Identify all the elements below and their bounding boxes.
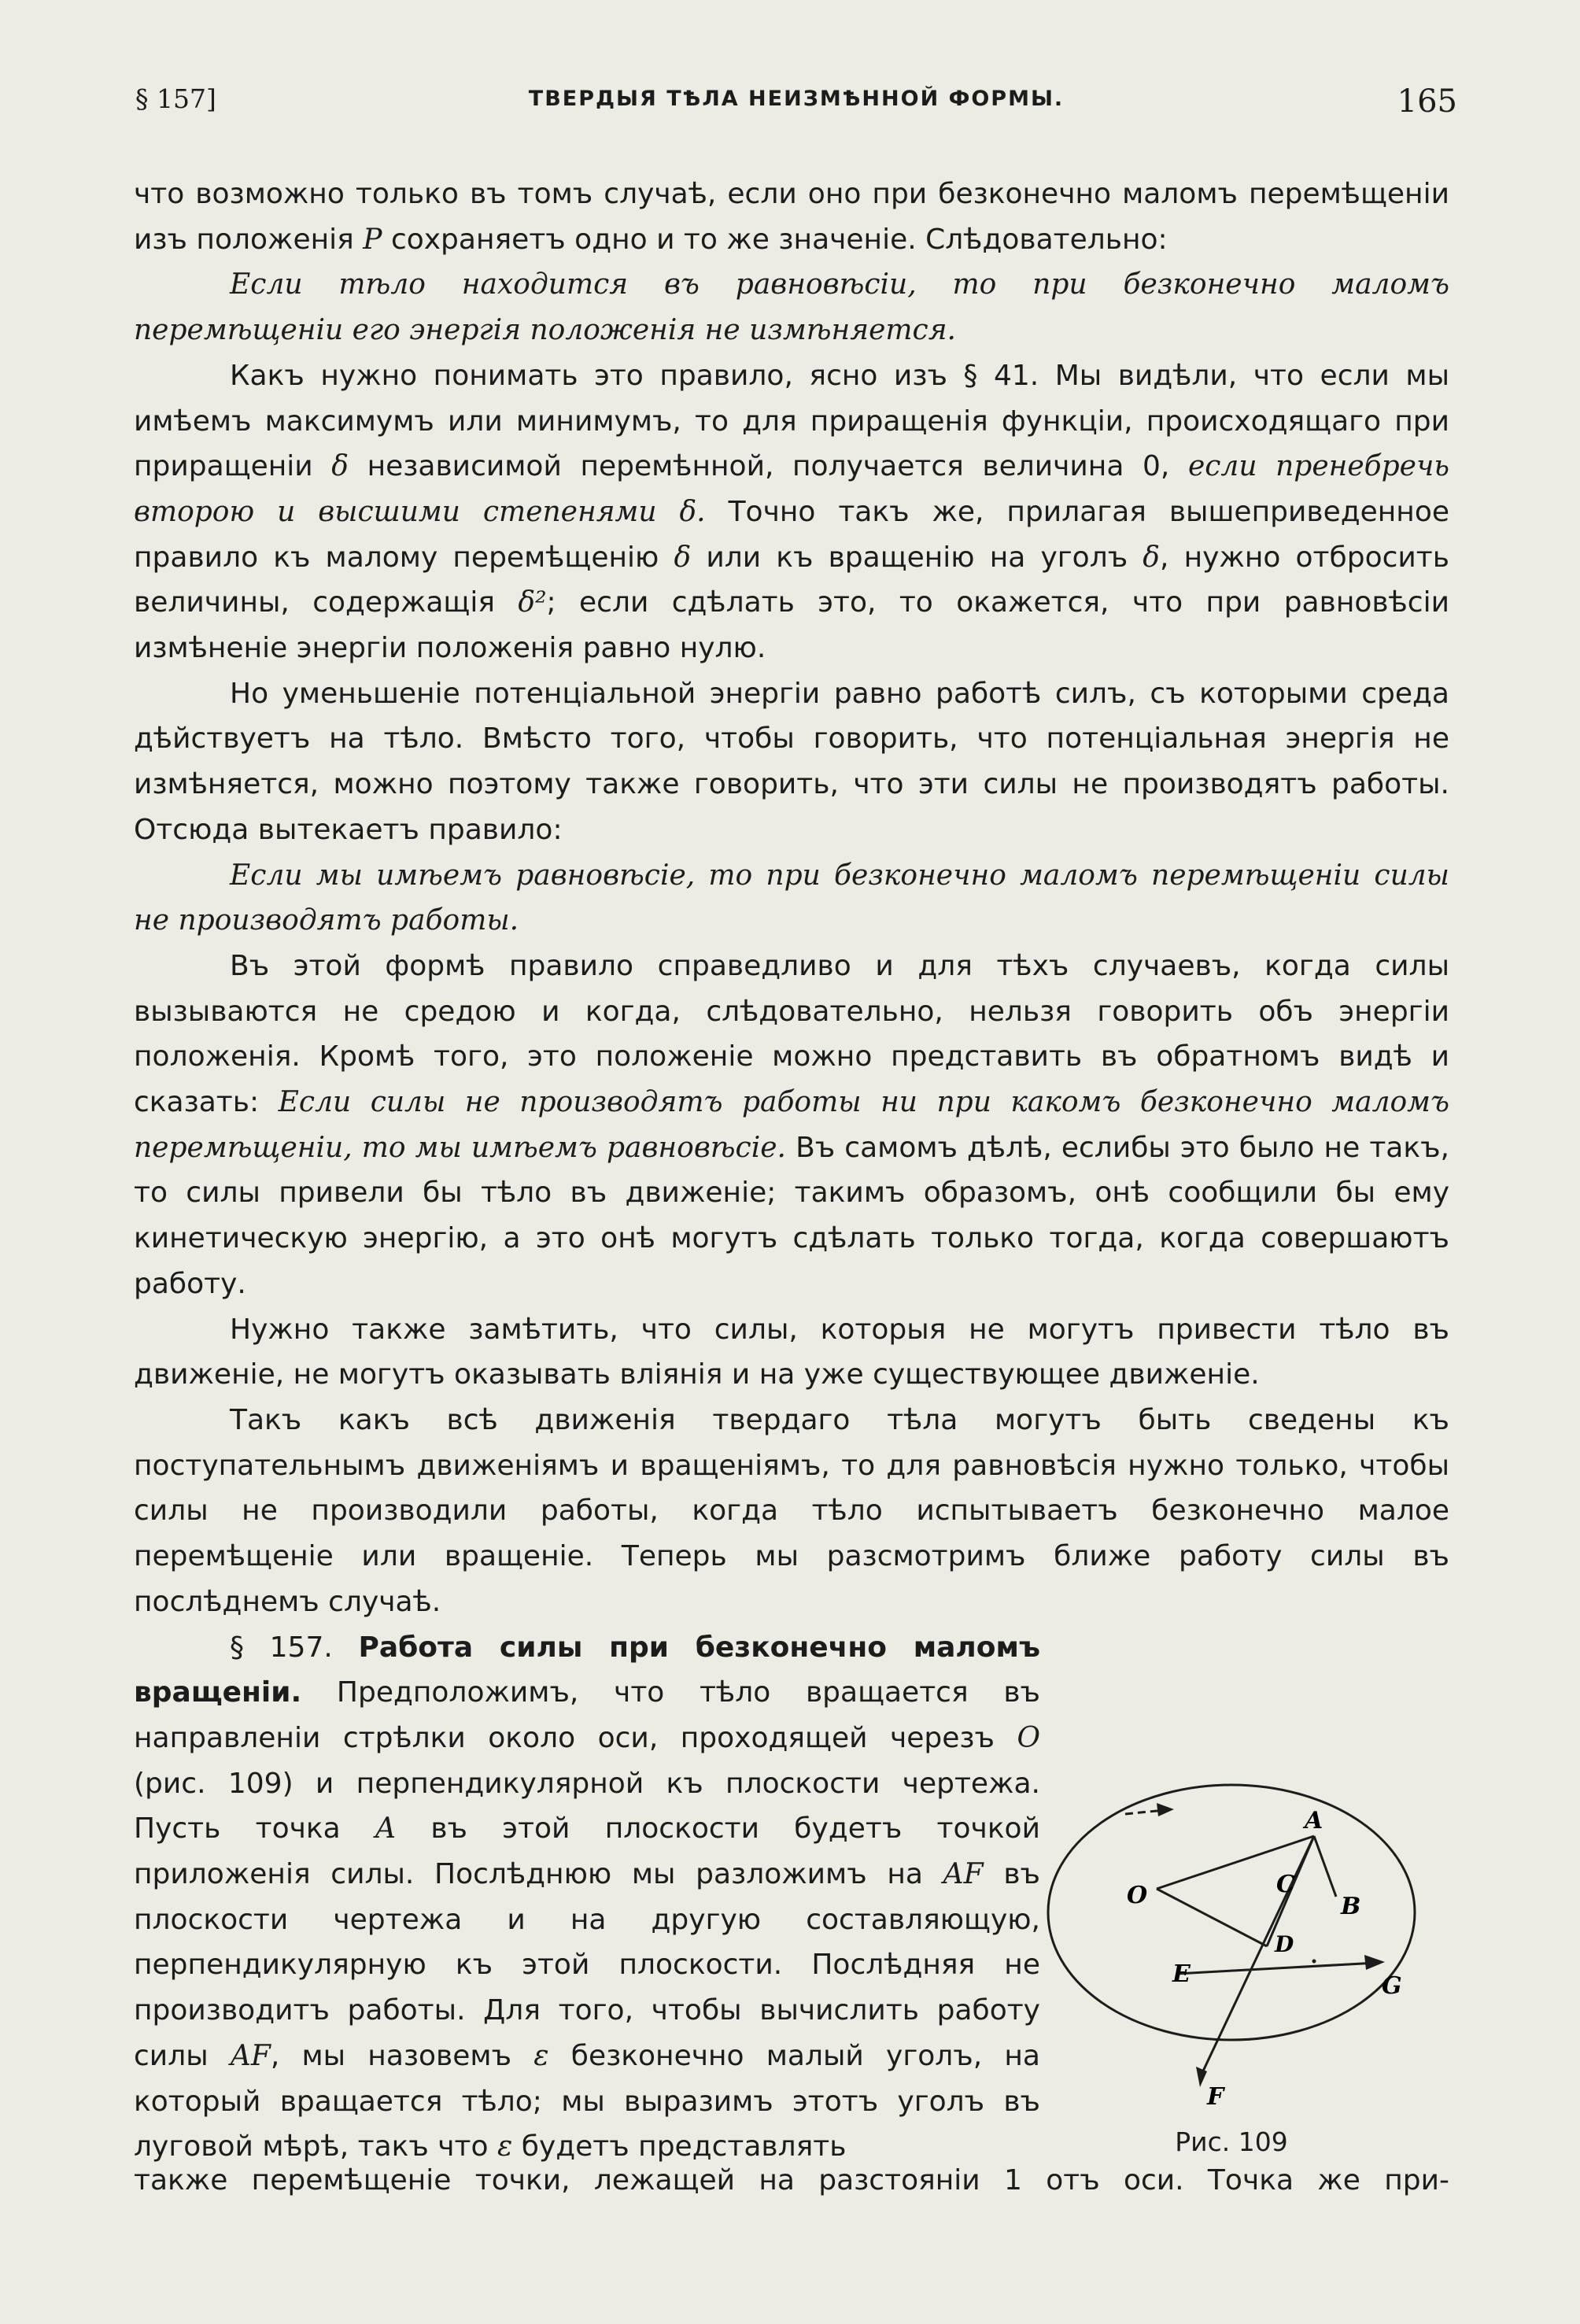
label-F: F <box>1207 2083 1224 2111</box>
figure-caption: Рис. 109 <box>1175 2126 1288 2157</box>
label-E: E <box>1172 1960 1191 1988</box>
paragraph-2: Какъ нужно понимать это правило, ясно изъ § 41. Мы видѣли, что если мы имѣемъ максимумъ или минимумъ, то для приращенія функціи, происходящаго при приращеніи δ независимой перемѣнной, получается величина 0, если пренебречь второю и высшими степенями δ. Точно такъ же, прилагая вышеприведенное правило къ малому перемѣщенію δ или къ вращенію на уголъ δ, нужно отбросить величины, содержащія δ²; если сдѣлать это, то окажется, что при равновѣсіи измѣненіе энергіи положенія равно нулю. <box>134 359 1450 665</box>
label-B: B <box>1341 1893 1361 1920</box>
running-title: ТВЕРДЫЯ ТѢЛА НЕИЗМѢННОЙ ФОРМЫ. <box>528 87 1065 111</box>
paragraph-4: Въ этой формѣ правило справедливо и для тѣхъ случаевъ, когда силы вызываются не средою и когда, слѣдовательно, нельзя говорить объ энергіи положенія. Кромѣ того, это положеніе можно представить въ обратномъ видѣ и сказать: Если силы не производятъ работы ни при какомъ безконечно маломъ перемѣщеніи, то мы имѣемъ равновѣсіе. Въ самомъ дѣлѣ, еслибы это было не такъ, то силы привели бы тѣло въ движеніе; такимъ образомъ, онѣ сообщили бы ему кинетическую энергію, а это онѣ могутъ сдѣлать только тогда, когда совершаютъ работу. <box>134 949 1450 1300</box>
section-number: § 157. <box>230 1631 333 1664</box>
paragraph-5: Нужно также замѣтить, что силы, которыя не могутъ привести тѣло въ движеніе, не могутъ оказывать вліянія и на уже существующее движеніе. <box>134 1313 1449 1391</box>
label-G: G <box>1382 1972 1402 2000</box>
line-EG <box>1176 1963 1377 1974</box>
paragraph-1: что возможно только въ томъ случаѣ, если оно при безконечно маломъ перемѣщеніи изъ положенія P сохраняетъ одно и то же значеніе. Слѣдовательно: <box>134 178 1449 256</box>
section-reference: § 157] <box>135 83 216 114</box>
line-OD <box>1157 1889 1267 1946</box>
paragraph-3: Но уменьшеніе потенціальной энергіи равно работѣ силъ, съ которыми среда дѣйствуетъ на тѣло. Вмѣсто того, чтобы говорить, что потенціальная энергія не измѣняется, можно поэтому также говорить, что эти силы не производятъ работы. Отсюда вытекаетъ правило: <box>134 677 1449 846</box>
arrowhead-G <box>1364 1955 1385 1970</box>
rotation-diagram <box>1039 1763 1424 2125</box>
rule-1: Если тѣло находится въ равновѣсіи, то при безконечно маломъ перемѣщеніи его энергія положенія не измѣняется. <box>134 268 1449 347</box>
arrowhead-F <box>1196 2067 1207 2087</box>
small-point <box>1312 1960 1316 1964</box>
paragraph-6: Такъ какъ всѣ движенія твердаго тѣла могутъ быть сведены къ поступательнымъ движеніямъ и вращеніямъ, то для равновѣсія нужно только, чтобы силы не производили работы, когда тѣло испытываетъ безконечно малое перемѣщеніе или вращеніе. Теперь мы разсмотримъ ближе работу силы въ послѣднемъ случаѣ. <box>134 1403 1449 1618</box>
rotation-arrowhead <box>1157 1803 1174 1816</box>
line-AB <box>1314 1836 1336 1897</box>
label-A: A <box>1305 1807 1323 1834</box>
figure-109 <box>1039 1763 1424 2172</box>
force-AF <box>1200 1836 1314 2078</box>
label-D: D <box>1275 1931 1294 1957</box>
section-157: § 157. Работа силы при безконечно маломъ вращеніи. Предположимъ, что тѣло вращается въ направленіи стрѣлки около оси, проходящей черезъ O (рис. 109) и перпендикулярной къ плоскости чертежа. Пусть точка A въ этой плоскости будетъ точкой приложенія силы. Послѣднюю мы разложимъ на AF въ плоскости чертежа и на другую составляющую, перпендикулярную къ этой плоскости. Послѣдняя не производитъ работы. Для того, чтобы вычислить работу силы AF, мы назовемъ ε безконечно малый уголъ, на который вращается тѣло; мы выразимъ этотъ уголъ въ луговой мѣрѣ, такъ что ε будетъ представлять <box>134 1625 1449 2170</box>
section-heading: Работа силы при безконечно маломъ вращеніи. <box>134 1631 1041 1709</box>
rule-2: Если мы имѣемъ равновѣсіе, то при безконечно маломъ перемѣщеніи силы не производятъ работы. <box>134 859 1449 937</box>
last-line: также перемѣщеніе точки, лежащей на разстояніи 1 отъ оси. Точка же при- <box>134 2164 1449 2197</box>
page-number: 165 <box>1397 83 1457 120</box>
label-O: O <box>1127 1882 1148 1909</box>
running-header <box>135 83 1457 127</box>
label-C: C <box>1276 1871 1295 1898</box>
